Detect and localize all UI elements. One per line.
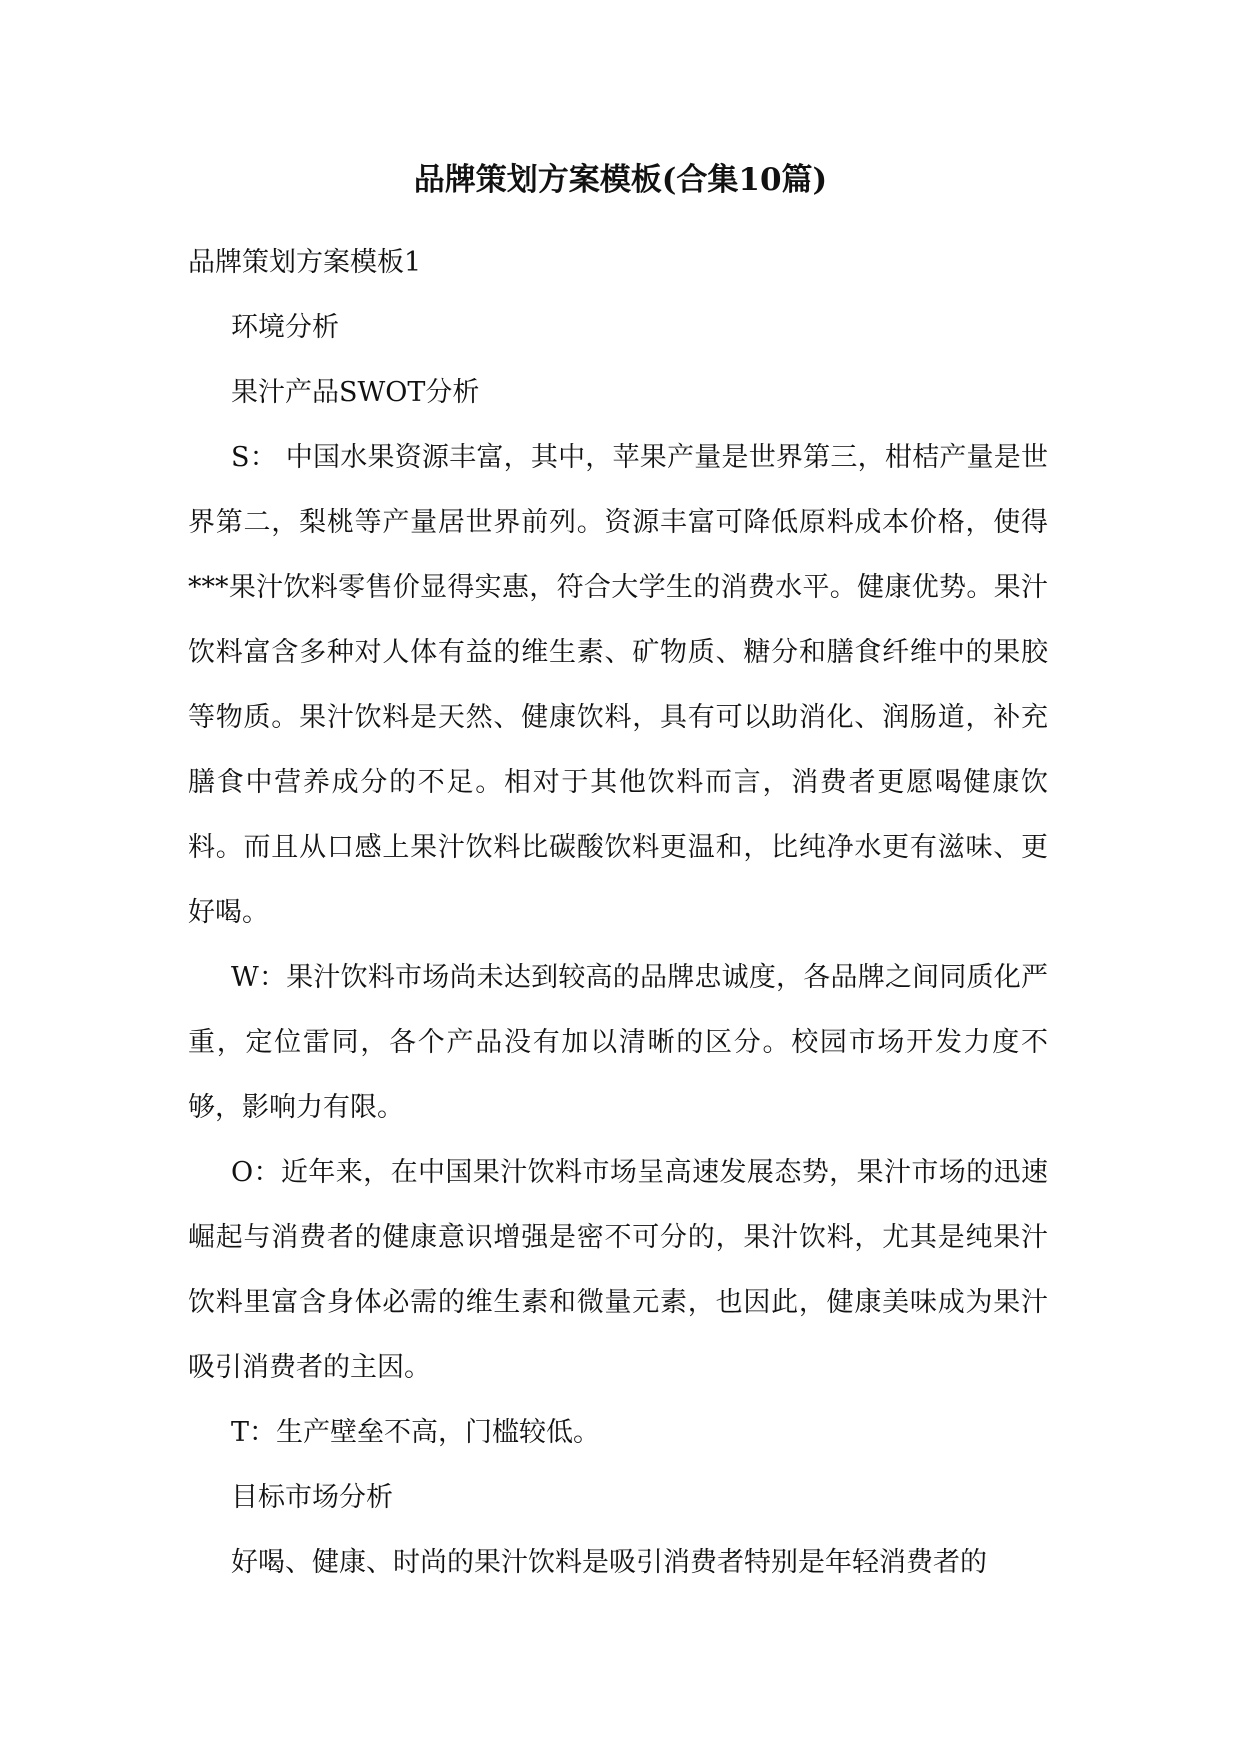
document-title: 品牌策划方案模板(合集10篇)	[413, 162, 828, 198]
paragraph-swot-heading: 果汁产品SWOT分析	[231, 377, 480, 408]
paragraph-weaknesses: W：果汁饮料市场尚未达到较高的品牌忠诚度，各品牌之间同质化严重，定位雷同，各个产品没有加以清晰的区分。校园市场开发力度不够，影响力有限。	[188, 962, 1048, 1123]
paragraph-strengths: S： 中国水果资源丰富，其中，苹果产量是世界第三，柑桔产量是世界第二，梨桃等产量居世界前列。资源丰富可降低原料成本价格，使得***果汁饮料零售价显得实惠，符合大学生的消费水平。健康优势。果汁饮料富含多种对人体有益的维生素、矿物质、糖分和膳食纤维中的果胶等物质。果汁饮料是天然、健康饮料，具有可以助消化、润肠道，补充膳食中营养成分的不足。相对于其他饮料而言，消费者更愿喝健康饮料。而且从口感上果汁饮料比碳酸饮料更温和，比纯净水更有滋味、更好喝。	[188, 442, 1048, 928]
paragraph-threats: T：生产壁垒不高，门槛较低。	[231, 1417, 601, 1448]
paragraph-opportunities: O：近年来，在中国果汁饮料市场呈高速发展态势，果汁市场的迅速崛起与消费者的健康意识增强是密不可分的，果汁饮料，尤其是纯果汁饮料里富含身体必需的维生素和微量元素，也因此，健康美味成为果汁吸引消费者的主因。	[188, 1157, 1048, 1383]
paragraph-environment-analysis: 环境分析	[231, 312, 339, 343]
paragraph-target-market-heading: 目标市场分析	[231, 1482, 393, 1513]
section-heading: 品牌策划方案模板1	[188, 247, 422, 278]
document-body	[188, 230, 1048, 1595]
paragraph-target-market: 好喝、健康、时尚的果汁饮料是吸引消费者特别是年轻消费者的	[231, 1547, 987, 1578]
